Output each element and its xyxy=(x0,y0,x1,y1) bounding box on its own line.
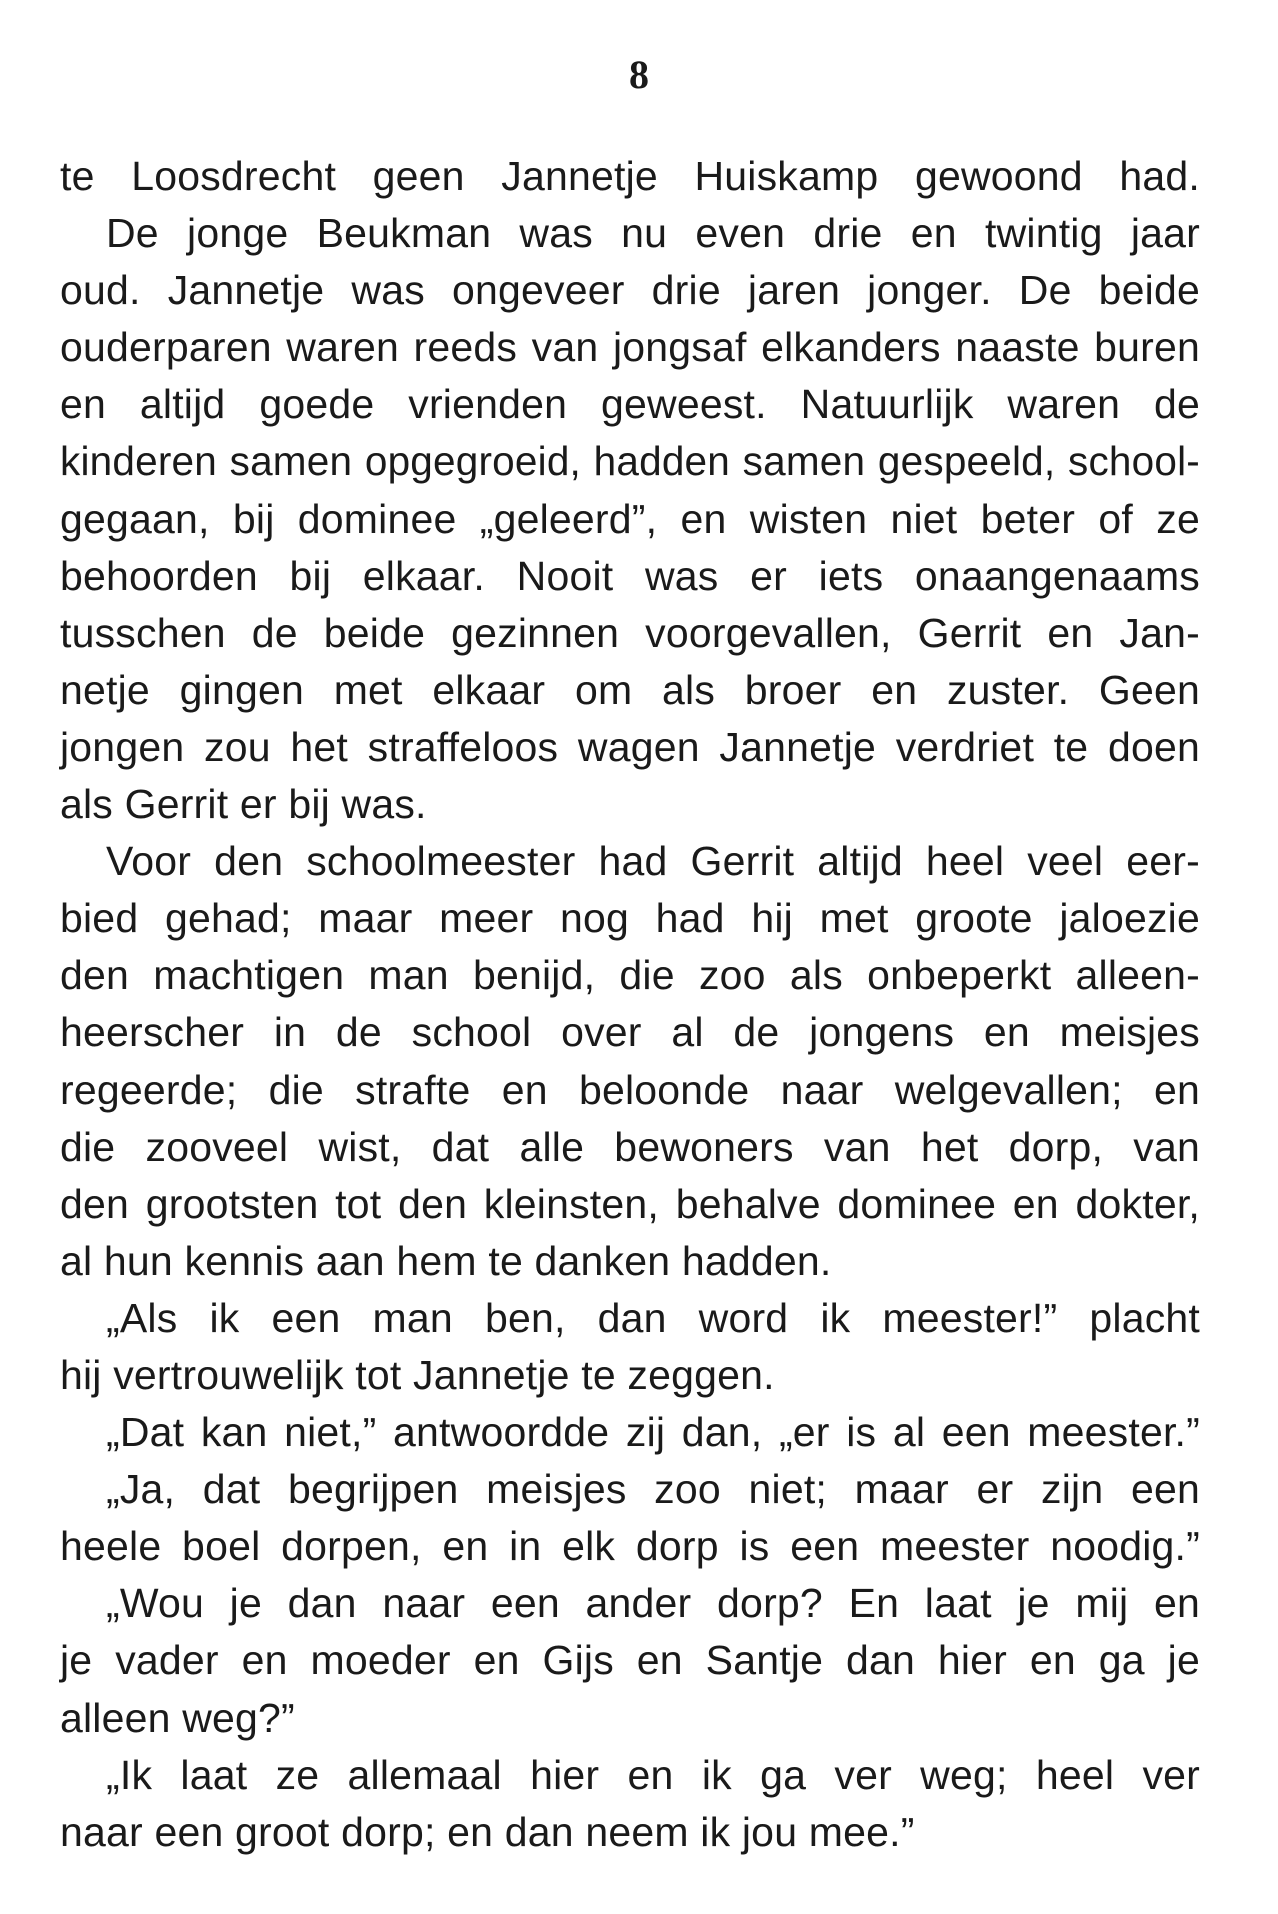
text-line: „Als ik een man ben, dan word ik meester!” placht xyxy=(106,1294,1200,1341)
text-line: behoorden bij elkaar. Nooit was er iets onaangenaams xyxy=(60,552,1200,599)
text-line: die zooveel wist, dat alle bewoners van het dorp, van xyxy=(60,1123,1200,1170)
text-line: den grootsten tot den kleinsten, behalve dominee en dokter, xyxy=(60,1180,1200,1227)
text-line: regeerde; die strafte en beloonde naar welgevallen; en xyxy=(60,1066,1200,1113)
text-line: als Gerrit er bij was. xyxy=(60,781,427,828)
text-line: oud. Jannetje was ongeveer drie jaren jonger. De beide xyxy=(60,267,1200,314)
text-line: kinderen samen opgegroeid, hadden samen gespeeld, school- xyxy=(60,438,1200,485)
text-line: hij vertrouwelijk tot Jannetje te zeggen. xyxy=(60,1351,775,1398)
text-line: tusschen de beide gezinnen voorgevallen, Gerrit en Jan- xyxy=(60,609,1200,656)
text-line: De jonge Beukman was nu even drie en twintig jaar xyxy=(106,210,1200,257)
text-line: heerscher in de school over al de jongens en meisjes xyxy=(60,1009,1200,1056)
text-line: alleen weg?” xyxy=(60,1694,295,1741)
text-line: je vader en moeder en Gijs en Santje dan hier en ga je xyxy=(60,1637,1200,1684)
text-line: heele boel dorpen, en in elk dorp is een meester noodig.” xyxy=(60,1523,1200,1570)
text-line: jongen zou het straffeloos wagen Jannetje verdriet te doen xyxy=(60,723,1200,770)
text-line: gegaan, bij dominee „geleerd”, en wisten niet beter of ze xyxy=(60,495,1200,542)
text-line: en altijd goede vrienden geweest. Natuurlijk waren de xyxy=(60,381,1200,428)
text-line: Voor den schoolmeester had Gerrit altijd heel veel eer- xyxy=(106,838,1200,885)
text-line: „Ik laat ze allemaal hier en ik ga ver weg; heel ver xyxy=(106,1751,1200,1798)
text-line: „Dat kan niet,” antwoordde zij dan, „er is al een meester.” xyxy=(106,1409,1200,1456)
text-line: „Wou je dan naar een ander dorp? En laat je mij en xyxy=(106,1580,1200,1627)
text-line: den machtigen man benijd, die zoo als onbeperkt alleen- xyxy=(60,952,1200,999)
text-line: ouderparen waren reeds van jongsaf elkanders naaste buren xyxy=(60,324,1200,371)
text-line: al hun kennis aan hem te danken hadden. xyxy=(60,1237,832,1284)
text-line: naar een groot dorp; en dan neem ik jou mee.” xyxy=(60,1808,915,1855)
text-line: bied gehad; maar meer nog had hij met groote jaloezie xyxy=(60,895,1200,942)
body-text xyxy=(60,148,1200,1861)
text-line: „Ja, dat begrijpen meisjes zoo niet; maar er zijn een xyxy=(106,1466,1200,1513)
page-number: 8 xyxy=(629,52,649,97)
text-line: netje gingen met elkaar om als broer en zuster. Geen xyxy=(60,666,1200,713)
text-line: te Loosdrecht geen Jannetje Huiskamp gewoond had. xyxy=(60,153,1200,199)
